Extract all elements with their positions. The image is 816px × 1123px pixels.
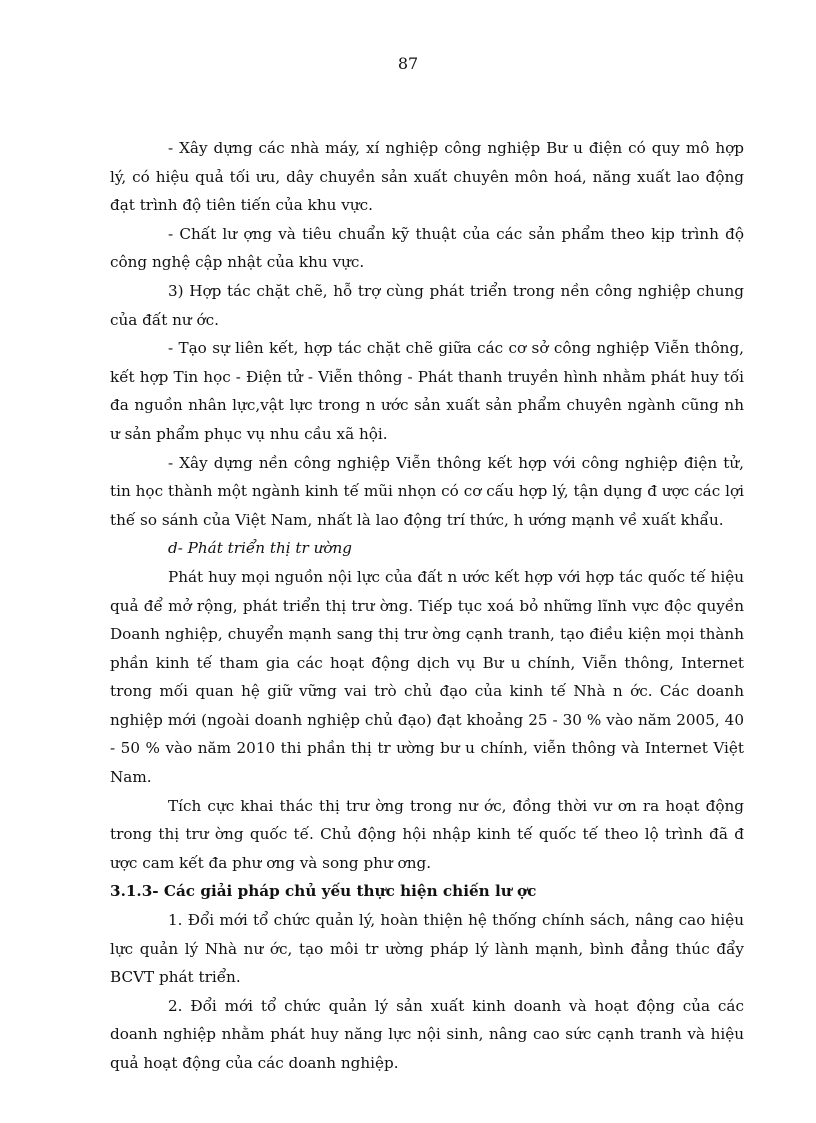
subheading-market-development: d- Phát triển thị tr ường: [168, 539, 353, 558]
section-heading-solutions: 3.1.3- Các giải pháp chủ yếu thực hiện chiến lư ợc: [110, 882, 537, 901]
paragraph-quality: - Chất lư ợng và tiêu chuẩn kỹ thuật của các sản phẩm theo kịp trình độ công nghệ cập nhật của khu vực.: [110, 224, 744, 272]
page-body: [110, 134, 744, 1078]
paragraph-factories: - Xây dựng các nhà máy, xí nghiệp công nghiệp Bư u điện có quy mô hợp lý, có hiệu quả tối ưu, dây chuyền sản xuất chuyên môn hoá, năng xuất lao động đạt trình độ tiên tiến của khu vực.: [110, 139, 744, 215]
paragraph-market-exploitation: Tích cực khai thác thị trư ờng trong nư ớc, đồng thời vư ơn ra hoạt động trong thị trư ờng quốc tế. Chủ động hội nhập kinh tế quốc tế theo lộ trình đã đ ược cam kết đa phư ơng và song phư ơng.: [110, 796, 744, 872]
paragraph-telecom-industry: - Xây dựng nền công nghiệp Viễn thông kết hợp với công nghiệp điện tử, tin học thành một ngành kinh tế mũi nhọn có cơ cấu hợp lý, tận dụng đ ược các lợi thế so sánh của Việt Nam, nhất là lao động trí thức, h ướng mạnh về xuất khẩu.: [110, 453, 744, 529]
paragraph-cooperation: 3) Hợp tác chặt chẽ, hỗ trợ cùng phát triển trong nền công nghiệp chung của đất nư ớc.: [110, 281, 744, 329]
page-number: 87: [397, 54, 419, 73]
paragraph-linkage: - Tạo sự liên kết, hợp tác chặt chẽ giữa các cơ sở công nghiệp Viễn thông, kết hợp Tin học - Điện tử - Viễn thông - Phát thanh truyền hình nhằm phát huy tối đa nguồn nhân lực,vật lực trong n ước sản xuất sản phẩm chuyên ngành cũng nh ư sản phẩm phục vụ nhu cầu xã hội.: [110, 339, 744, 443]
paragraph-market-resources: Phát huy mọi nguồn nội lực của đất n ước kết hợp với hợp tác quốc tế hiệu quả để mở rộng, phát triển thị trư ờng. Tiếp tục xoá bỏ những lĩnh vực độc quyền Doanh nghiệp, chuyển mạnh sang thị trư ờng cạnh tranh, tạo điều kiện mọi thành phần kinh tế tham gia các hoạt động dịch vụ Bư u chính, Viễn thông, Internet trong mối quan hệ giữ vững vai trò chủ đạo của kinh tế Nhà n ớc. Các doanh nghiệp mới (ngoài doanh nghiệp chủ đạo) đạt khoảng 25 - 30 % vào năm 2005, 40 - 50 % vào năm 2010 thi phần thị tr ường bư u chính, viễn thông và Internet Việt Nam.: [110, 567, 744, 787]
paragraph-solution-1: 1. Đổi mới tổ chức quản lý, hoàn thiện hệ thống chính sách, nâng cao hiệu lực quản lý Nhà nư ớc, tạo môi tr ường pháp lý lành mạnh, bình đẳng thúc đẩy BCVT phát triển.: [110, 911, 744, 987]
paragraph-solution-2: 2. Đổi mới tổ chức quản lý sản xuất kinh doanh và hoạt động của các doanh nghiệp nhằm phát huy năng lực nội sinh, nâng cao sức cạnh tranh và hiệu quả hoạt động của các doanh nghiệp.: [110, 996, 744, 1072]
